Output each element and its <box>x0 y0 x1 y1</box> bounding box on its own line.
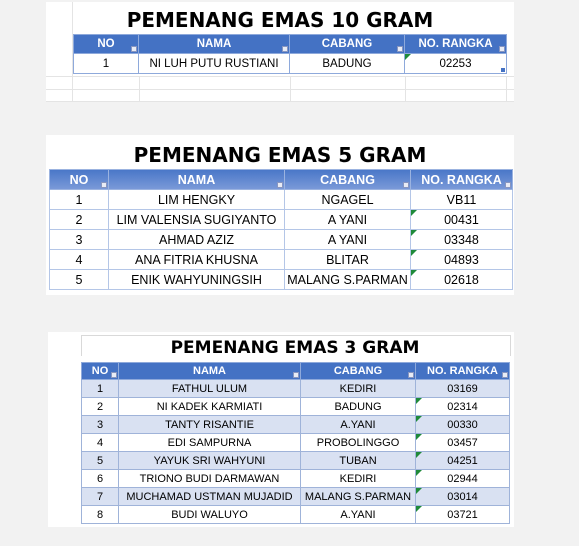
cell-no[interactable]: 6 <box>82 470 119 488</box>
column-header-nama[interactable]: NAMA <box>119 363 301 380</box>
cell-nama[interactable]: ANA FITRIA KHUSNA <box>109 250 285 270</box>
cell-no-rangka[interactable]: 03457 <box>416 434 510 452</box>
cell-no[interactable]: 5 <box>50 270 109 290</box>
cell-no[interactable]: 7 <box>82 488 119 506</box>
cell-no-rangka[interactable]: 04251 <box>416 452 510 470</box>
cell-cabang[interactable]: TUBAN <box>301 452 416 470</box>
filter-dropdown-icon[interactable] <box>277 182 283 188</box>
resize-handle-icon[interactable] <box>501 68 505 72</box>
cell-no[interactable]: 4 <box>50 250 109 270</box>
table-title-10-gram: PEMENANG EMAS 10 GRAM <box>126 8 434 32</box>
cell-cabang[interactable]: PROBOLINGGO <box>301 434 416 452</box>
cell-no-rangka[interactable]: 02314 <box>416 398 510 416</box>
table-row[interactable] <box>82 452 510 470</box>
column-header-no-rangka[interactable]: NO. RANGKA <box>411 170 513 190</box>
cell-no[interactable]: 1 <box>74 54 139 74</box>
cell-nama[interactable]: FATHUL ULUM <box>119 380 301 398</box>
column-header-no[interactable]: NO <box>82 363 119 380</box>
cell-nama[interactable]: BUDI WALUYO <box>119 506 301 524</box>
cell-cabang[interactable]: MALANG S.PARMAN <box>285 270 411 290</box>
filter-dropdown-icon[interactable] <box>408 372 414 378</box>
column-header-cabang[interactable]: CABANG <box>301 363 416 380</box>
table-row[interactable] <box>82 398 510 416</box>
text-indicator-icon <box>411 230 417 236</box>
filter-dropdown-icon[interactable] <box>282 46 288 52</box>
filter-dropdown-icon[interactable] <box>111 372 117 378</box>
table-row[interactable] <box>82 434 510 452</box>
filter-dropdown-icon[interactable] <box>131 46 137 52</box>
table-row[interactable] <box>82 416 510 434</box>
cell-no[interactable]: 5 <box>82 452 119 470</box>
table-row[interactable] <box>50 230 513 250</box>
table-title-3-gram: PEMENANG EMAS 3 GRAM <box>170 338 420 358</box>
cell-nama[interactable]: NI LUH PUTU RUSTIANI <box>139 54 290 74</box>
data-table-10-gram <box>73 34 507 74</box>
table-row[interactable] <box>50 210 513 230</box>
table-row[interactable] <box>82 488 510 506</box>
filter-dropdown-icon[interactable] <box>397 46 403 52</box>
text-indicator-icon <box>416 434 422 440</box>
cell-cabang[interactable]: A YANI <box>285 230 411 250</box>
filter-dropdown-icon[interactable] <box>403 182 409 188</box>
cell-nama[interactable]: LIM VALENSIA SUGIYANTO <box>109 210 285 230</box>
text-indicator-icon <box>411 270 417 276</box>
cell-no-rangka[interactable]: 02253 <box>405 54 507 74</box>
column-header-cabang[interactable]: CABANG <box>285 170 411 190</box>
text-indicator-icon <box>416 398 422 404</box>
filter-dropdown-icon[interactable] <box>499 46 505 52</box>
table-row[interactable] <box>74 54 507 74</box>
cell-cabang[interactable]: KEDIRI <box>301 470 416 488</box>
data-table-5-gram <box>49 169 513 290</box>
text-indicator-icon <box>416 416 422 422</box>
text-indicator-icon <box>416 488 422 494</box>
table-row[interactable] <box>82 506 510 524</box>
cell-no-rangka[interactable]: VB11 <box>411 190 513 210</box>
cell-no[interactable]: 3 <box>82 416 119 434</box>
cell-cabang[interactable]: A.YANI <box>301 416 416 434</box>
cell-no[interactable]: 4 <box>82 434 119 452</box>
filter-dropdown-icon[interactable] <box>293 372 299 378</box>
text-indicator-icon <box>416 470 422 476</box>
cell-no-rangka[interactable]: 02618 <box>411 270 513 290</box>
cell-nama[interactable]: NI KADEK KARMIATI <box>119 398 301 416</box>
cell-no[interactable]: 3 <box>50 230 109 250</box>
cell-no-rangka[interactable]: 04893 <box>411 250 513 270</box>
table-title-5-gram: PEMENANG EMAS 5 GRAM <box>133 143 427 167</box>
cell-nama[interactable]: TRIONO BUDI DARMAWAN <box>119 470 301 488</box>
cell-cabang[interactable]: BADUNG <box>301 398 416 416</box>
text-indicator-icon <box>416 506 422 512</box>
cell-no[interactable]: 1 <box>50 190 109 210</box>
cell-no-rangka[interactable]: 00431 <box>411 210 513 230</box>
filter-dropdown-icon[interactable] <box>101 182 107 188</box>
cell-cabang[interactable]: A YANI <box>285 210 411 230</box>
column-header-cabang[interactable]: CABANG <box>290 35 405 54</box>
cell-nama[interactable]: TANTY RISANTIE <box>119 416 301 434</box>
table-row[interactable] <box>50 190 513 210</box>
cell-cabang[interactable]: KEDIRI <box>301 380 416 398</box>
cell-nama[interactable]: MUCHAMAD USTMAN MUJADID <box>119 488 301 506</box>
data-table-3-gram <box>81 362 510 524</box>
cell-no[interactable]: 8 <box>82 506 119 524</box>
cell-nama[interactable]: YAYUK SRI WAHYUNI <box>119 452 301 470</box>
table-row[interactable] <box>50 270 513 290</box>
cell-nama[interactable]: AHMAD AZIZ <box>109 230 285 250</box>
text-indicator-icon <box>416 452 422 458</box>
cell-cabang[interactable]: NGAGEL <box>285 190 411 210</box>
column-header-no[interactable]: NO <box>50 170 109 190</box>
column-header-no-rangka[interactable]: NO. RANGKA <box>416 363 510 380</box>
cell-nama[interactable]: EDI SAMPURNA <box>119 434 301 452</box>
table-row[interactable] <box>82 380 510 398</box>
text-indicator-icon <box>411 250 417 256</box>
cell-no-rangka[interactable]: 03348 <box>411 230 513 250</box>
cell-cabang[interactable]: BLITAR <box>285 250 411 270</box>
cell-no[interactable]: 2 <box>50 210 109 230</box>
cell-nama[interactable]: LIM HENGKY <box>109 190 285 210</box>
cell-no[interactable]: 2 <box>82 398 119 416</box>
cell-cabang[interactable]: MALANG S.PARMAN <box>301 488 416 506</box>
cell-cabang[interactable]: A.YANI <box>301 506 416 524</box>
cell-no-rangka[interactable]: 03169 <box>416 380 510 398</box>
text-indicator-icon <box>411 210 417 216</box>
filter-dropdown-icon[interactable] <box>505 182 511 188</box>
column-header-nama[interactable]: NAMA <box>109 170 285 190</box>
table-row[interactable] <box>50 250 513 270</box>
cell-nama[interactable]: ENIK WAHYUNINGSIH <box>109 270 285 290</box>
cell-no-rangka[interactable]: 03721 <box>416 506 510 524</box>
column-header-nama[interactable]: NAMA <box>139 35 290 54</box>
column-header-no[interactable]: NO <box>74 35 139 54</box>
cell-no-rangka[interactable]: 03014 <box>416 488 510 506</box>
cell-cabang[interactable]: BADUNG <box>290 54 405 74</box>
table-row[interactable] <box>82 470 510 488</box>
text-indicator-icon <box>405 54 411 60</box>
filter-dropdown-icon[interactable] <box>502 372 508 378</box>
cell-no-rangka[interactable]: 00330 <box>416 416 510 434</box>
cell-no[interactable]: 1 <box>82 380 119 398</box>
column-header-no-rangka[interactable]: NO. RANGKA <box>405 35 507 54</box>
cell-no-rangka[interactable]: 02944 <box>416 470 510 488</box>
